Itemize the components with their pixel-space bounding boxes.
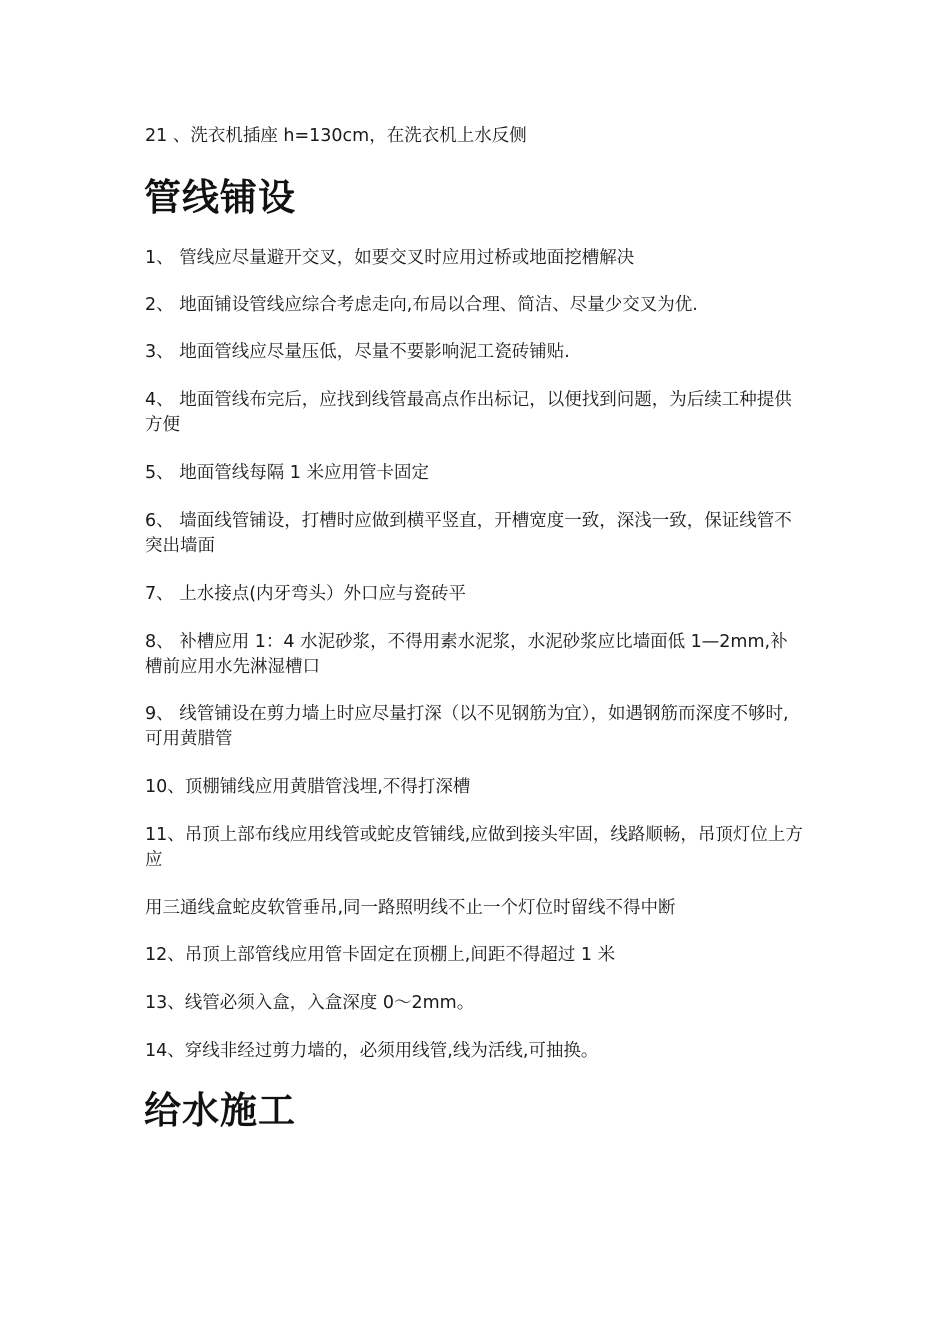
list-item-continuation: 用三通线盒蛇皮软管垂吊,同一路照明线不止一个灯位时留线不得中断 xyxy=(145,898,676,918)
list-item: 5、 地面管线每隔 1 米应用管卡固定 xyxy=(145,463,429,483)
list-item: 6、 墙面线管铺设，打槽时应做到横平竖直，开槽宽度一致，深浅一致，保证线管不突出墙面 xyxy=(145,511,792,556)
intro-item: 21 、洗衣机插座 h=130cm，在洗衣机上水反侧 xyxy=(145,126,527,146)
section-heading-water-supply: 给水施工 xyxy=(144,1089,296,1132)
list-item: 13、线管必须入盒，入盒深度 0～2mm。 xyxy=(145,993,475,1013)
list-item: 8、 补槽应用 1：4 水泥砂浆，不得用素水泥浆，水泥砂浆应比墙面低 1—2mm,补槽前应用水先淋湿槽口 xyxy=(145,632,788,677)
list-item: 14、穿线非经过剪力墙的，必须用线管,线为活线,可抽换。 xyxy=(145,1041,599,1061)
list-item: 1、 管线应尽量避开交叉，如要交叉时应用过桥或地面挖槽解决 xyxy=(145,248,635,268)
list-item: 9、 线管铺设在剪力墙上时应尽量打深（以不见钢筋为宜），如遇钢筋而深度不够时,可用黄腊管 xyxy=(145,704,789,749)
list-item: 11、吊顶上部布线应用线管或蛇皮管铺线,应做到接头牢固，线路顺畅，吊顶灯位上方应 xyxy=(145,825,803,870)
list-item: 7、 上水接点(内牙弯头）外口应与瓷砖平 xyxy=(145,584,467,604)
list-item: 2、 地面铺设管线应综合考虑走向,布局以合理、简洁、尽量少交叉为优. xyxy=(145,295,698,315)
list-item: 3、 地面管线应尽量压低，尽量不要影响泥工瓷砖铺贴. xyxy=(145,342,570,362)
section-heading-pipeline-laying: 管线铺设 xyxy=(144,176,296,219)
list-item: 4、 地面管线布完后，应找到线管最高点作出标记，以便找到问题，为后续工种提供方便 xyxy=(145,390,792,435)
list-item: 10、顶棚铺线应用黄腊管浅埋,不得打深槽 xyxy=(145,777,471,797)
list-item: 12、吊顶上部管线应用管卡固定在顶棚上,间距不得超过 1 米 xyxy=(145,945,616,965)
